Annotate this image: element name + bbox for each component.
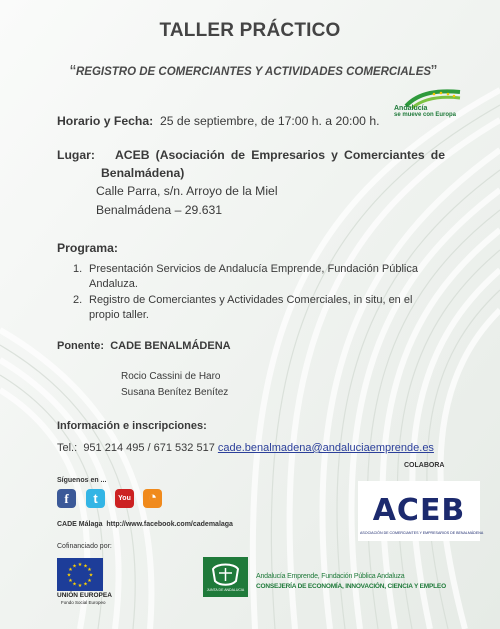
svg-text:★: ★ [83, 581, 88, 588]
speaker-label: Ponente: [57, 340, 105, 352]
place-address2: Benalmádena – 29.631 [96, 203, 223, 217]
place-address1: Calle Parra, s/n. Arroyo de la Miel [96, 184, 278, 198]
aceb-logo-subtext: ASOCIACIÓN DE COMERCIANTES Y EMPRESARIOS DE BENALMÁDENA [360, 531, 484, 535]
youtube-icon[interactable]: You [115, 489, 134, 508]
svg-text:★: ★ [87, 567, 92, 573]
colabora-label: COLABORA [404, 462, 445, 469]
program-item-1-line2: Andaluza. [89, 278, 138, 290]
schedule-label: Horario y Fecha: [57, 114, 154, 128]
junta-org-line1: Andalucía Emprende, Fundación Pública Andaluza [256, 573, 405, 580]
speaker-person-1: Rocio Cassini de Haro [121, 371, 221, 382]
cade-facebook-link[interactable]: http://www.facebook.com/cademalaga [106, 521, 233, 528]
speaker-org: CADE BENALMÁDENA [110, 340, 231, 352]
email-link[interactable]: cade.benalmadena@andaluciaemprende.es [217, 442, 434, 454]
follow-label: Síguenos en ... [57, 477, 107, 484]
place-name-line1: ACEB (Asociación de Empresarios y Comerciantes de [115, 148, 445, 162]
svg-text:★: ★ [72, 581, 77, 588]
quote-open: “ [70, 62, 76, 82]
program-item-2-line1: Registro de Comerciantes y Actividades Comerciales, in situ, en el [89, 294, 413, 306]
speaker-person-2: Susana Benítez Benítez [121, 387, 229, 398]
place-name-line2: Benalmádena) [101, 166, 185, 180]
info-label: Información e inscripciones: [57, 420, 207, 432]
eu-flag-icon [57, 558, 103, 591]
schedule-row [57, 114, 380, 128]
twitter-icon[interactable]: t [86, 489, 105, 508]
junta-emblem-icon [203, 559, 248, 589]
page-title: TALLER PRÁCTICO [159, 20, 341, 41]
eu-label: UNIÓN EUROPEA [57, 592, 112, 599]
svg-text:★: ★ [88, 572, 94, 579]
andalucia-logo-line2: se mueve con Europa [394, 112, 457, 118]
svg-text:★: ★ [77, 583, 83, 589]
andalucia-logo-line1: Andalucía [394, 105, 428, 112]
facebook-icon[interactable]: f [57, 489, 76, 508]
andalucia-europa-logo [394, 88, 464, 122]
aceb-logo [358, 481, 484, 541]
svg-text:★: ★ [83, 563, 88, 570]
program-label: Programa: [57, 241, 118, 255]
contact-row [57, 442, 434, 454]
junta-label: JUNTA DE ANDALUCIA [206, 588, 245, 592]
svg-text:★: ★ [68, 578, 73, 584]
svg-text:★: ★ [87, 578, 92, 584]
junta-logo [203, 557, 248, 597]
program-item-2-num: 2. [73, 294, 83, 306]
program-item-1 [73, 263, 82, 275]
svg-text:★: ★ [68, 567, 73, 573]
program-item-1-line1: Presentación Servicios de Andalucía Emprende, Fundación Pública [89, 263, 418, 275]
svg-text:★: ★ [66, 572, 72, 579]
cade-label: CADE Málaga [57, 521, 103, 528]
social-icons [57, 489, 177, 511]
program-item-2 [73, 294, 82, 306]
cofinanciado-label: Cofinanciado por: [57, 543, 112, 550]
junta-org-line2: CONSEJERÍA DE ECONOMÍA, INNOVACIÓN, CIENCIA Y EMPLEO [256, 583, 446, 590]
program-item-2-line2: propio taller. [89, 309, 149, 321]
place-row [57, 148, 95, 162]
rss-icon[interactable]: ◔ [143, 489, 162, 508]
subtitle-text: REGISTRO DE COMERCIANTES Y ACTIVIDADES COMERCIALES [76, 66, 432, 78]
program-item-1-num: 1. [73, 263, 83, 275]
phone-numbers: 951 214 495 / 671 532 517 [83, 442, 215, 454]
svg-text:★: ★ [77, 562, 83, 568]
speaker-row [57, 340, 231, 352]
quote-close: ” [431, 62, 438, 82]
tel-label: Tel.: [57, 442, 78, 454]
svg-text:★: ★ [72, 563, 77, 570]
eu-fund-label: Fondo Social Europeo [61, 600, 106, 605]
eu-stars-icon [57, 558, 103, 591]
workshop-subtitle [70, 62, 450, 83]
place-label: Lugar: [57, 148, 95, 162]
cade-facebook-row [57, 521, 233, 528]
schedule-value: 25 de septiembre, de 17:00 h. a 20:00 h. [159, 114, 380, 128]
aceb-logo-text: ACEB [372, 493, 466, 528]
